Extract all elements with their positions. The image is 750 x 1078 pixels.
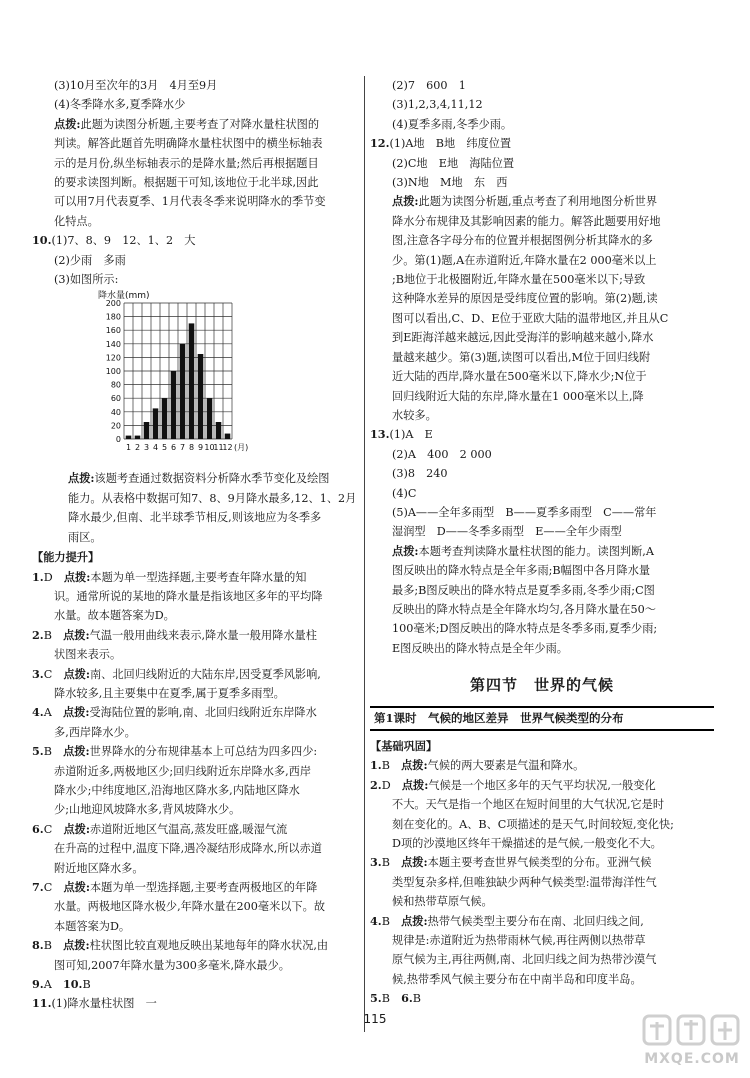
text-line: [370, 484, 714, 503]
answer-text: (3)1,2,3,4,11,12: [392, 98, 483, 112]
text-line: [32, 820, 362, 839]
question-number: 2.: [370, 777, 382, 792]
question-number: 3.: [32, 666, 44, 681]
y-tick-label: 200: [105, 299, 121, 309]
answer-text: A: [43, 706, 63, 720]
hint-label: 点拨:: [68, 471, 95, 486]
answer-text: (2)少雨 多雨: [54, 253, 126, 267]
text-line: [32, 723, 362, 742]
answer-text: (2)7 600 1: [392, 79, 466, 92]
text-line: [370, 348, 714, 367]
answer-text: 图反映出的降水特点是全年多雨;B幅图中各月降水量: [392, 564, 651, 578]
question-number: 3.: [370, 855, 382, 870]
text-line: [32, 626, 362, 645]
text-line: [32, 703, 362, 722]
text-line: [370, 795, 714, 814]
answer-text: 刻在变化的。A、B、C项描述的是天气,时间较短,变化快;: [392, 817, 674, 831]
answer-text: (4)冬季降水多,夏季降水少: [54, 98, 186, 112]
answer-text: 图可知,2007年降水量为300多毫米,降水最少。: [54, 958, 290, 972]
text-line: [32, 897, 362, 916]
line-text: 本题考查判读降水量柱状图的能力。读图判断,A: [418, 544, 654, 558]
answer-text: 湿润型 D——冬季多雨型 E——全年少雨型: [392, 525, 622, 539]
text-line: [32, 936, 362, 955]
text-line: [370, 406, 714, 425]
text-line: [370, 756, 714, 775]
line-text: 气温一般用曲线来表示,降水量一般用降水量柱: [89, 628, 317, 642]
answer-text: 到E距海洋越来越远,因此受海洋的影响越来越小,降水: [392, 331, 654, 345]
line-text: 此题为读图分析题,重点考查了利用地图分析世界: [418, 195, 658, 209]
hint-label: 点拨:: [63, 744, 90, 759]
text-line: [32, 859, 362, 878]
text-line: [32, 134, 362, 153]
section-title: 第四节 世界的气候: [469, 676, 614, 695]
line-text: 气候的两大要素是气温和降水。: [427, 759, 585, 773]
text-line: [32, 528, 362, 547]
line-text: 柱状图比较直观地反映出某地每年的降水状况,由: [89, 939, 329, 953]
answer-text: (3)如图所示:: [54, 273, 119, 287]
answer-text: 水量。故本题答案为D。: [54, 609, 175, 623]
answer-text: 能力。从表格中数据可知7、8、9月降水最多,12、1、2月: [68, 491, 357, 505]
text-line: [32, 917, 362, 936]
answer-text: B: [412, 992, 422, 1006]
question-number: 10.: [62, 977, 83, 992]
answer-text: (1)降水量柱状图 一: [51, 997, 157, 1011]
text-line: [370, 289, 714, 308]
text-line: [370, 154, 714, 173]
watermark-logo-icon: [640, 1010, 744, 1050]
hint-label: 点拨:: [54, 116, 81, 131]
answer-text: 不大。天气是指一个地区在短时间里的大气状况,它是时: [392, 798, 665, 812]
text-line: [370, 834, 714, 853]
answer-text: 近大陆的西岸,降水量在500毫米以下,降水少;N位于: [392, 370, 647, 384]
text-line: [32, 95, 362, 114]
answer-text: D项的沙漠地区终年干燥描述的是气候,一般变化不大。: [392, 837, 662, 851]
text-line: [32, 665, 362, 684]
text-line: [370, 892, 714, 911]
x-tick-label: 11: [213, 443, 224, 453]
question-number: 9.: [32, 977, 44, 992]
question-number: 12.: [370, 136, 390, 151]
text-line: [32, 762, 362, 781]
bar-month-6: [171, 371, 177, 439]
answer-text: C: [43, 822, 64, 836]
column-divider: [364, 76, 365, 1032]
text-line: [370, 853, 714, 872]
answer-text: B: [43, 628, 64, 642]
text-line: [370, 251, 714, 270]
precipitation-chart: [94, 289, 249, 469]
answer-text: 回归线附近大陆的东岸,降水量在1 000毫米以上,降: [392, 389, 644, 403]
answer-text: 降水分布规律及其影响因素的能力。解答此题要用好地: [392, 214, 661, 228]
lesson-banner: 第1课时 气候的地区差异 世界气候类型的分布: [370, 706, 714, 731]
text-line: [32, 684, 362, 703]
answer-text: 降水较多,且主要集中在夏季,属于夏季多雨型。: [54, 686, 285, 700]
x-tick-label: 12: [222, 443, 233, 453]
y-tick-label: 120: [105, 353, 121, 363]
answer-text: ;B地位于北极圈附近,年降水量在500毫米以下;导致: [392, 273, 646, 287]
text-line: [32, 192, 362, 211]
bar-month-12: [225, 434, 231, 439]
hint-label: 点拨:: [63, 821, 90, 836]
text-line: [370, 192, 714, 211]
answer-text: 在升高的过程中,温度下降,遇冷凝结形成降水,所以赤道: [54, 842, 322, 856]
text-line: [370, 464, 714, 483]
answer-text: (4)夏季多雨,冬季少雨。: [392, 117, 513, 131]
answer-text: (3)10月至次年的3月 4月至9月: [54, 79, 218, 92]
answer-text: 候和热带草原气候。: [392, 895, 493, 909]
line-text: 该题考查通过数据资料分析降水季节变化及绘图: [94, 472, 330, 486]
answer-text: 这种降水差异的原因是受纬度位置的影响。第(2)题,读: [392, 292, 658, 306]
x-tick-label: 3: [143, 443, 150, 453]
question-number: 1.: [370, 758, 382, 773]
text-line: [370, 367, 714, 386]
bar-month-4: [153, 409, 159, 440]
x-tick-label: 1: [125, 443, 132, 453]
text-line: [370, 581, 714, 600]
hint-label: 点拨:: [401, 855, 428, 870]
y-tick-label: 60: [110, 394, 121, 404]
hint-label: 点拨:: [401, 777, 429, 792]
right-column: [370, 76, 714, 1009]
text-line: [32, 587, 362, 606]
answer-text: (1)A E: [389, 428, 433, 442]
text-line: [370, 270, 714, 289]
text-line: [32, 606, 362, 625]
answer-text: 类型复杂多样,但唯独缺少两种气候类型:温带海洋性气: [392, 875, 657, 889]
answer-text: 最多;B图反映出的降水特点是夏季多雨,冬季少雨;C图: [392, 583, 655, 597]
answer-text: (1)7、8、9 12、1、2 大: [51, 234, 196, 248]
answer-text: B: [381, 759, 402, 773]
answer-text: 化特点。: [54, 214, 99, 228]
answer-text: 附近地区降水多。: [54, 861, 144, 875]
text-line: [370, 912, 714, 931]
answer-text: B: [43, 745, 64, 759]
bar-month-8: [189, 324, 195, 440]
question-number: 1.: [32, 569, 44, 584]
answer-text: (2)A 400 2 000: [392, 447, 492, 461]
answer-text: 雨区。: [68, 530, 102, 544]
hint-label: 点拨:: [63, 569, 91, 584]
text-line: [370, 931, 714, 950]
text-line: [32, 469, 362, 488]
answer-text: 量越来越少。第(3)题,读图可以看出,M位于回归线附: [392, 350, 651, 364]
line-text: 世界降水的分布规律基本上可总结为四多四少:: [89, 745, 318, 759]
text-line: [32, 975, 362, 994]
hint-label: 点拨:: [392, 194, 419, 209]
left-column: [32, 76, 362, 1014]
line-text: 本题为单一型选择题,主要考查两极地区的年降: [89, 881, 318, 894]
text-line: [370, 542, 714, 561]
line-text: 本题主要考查世界气候类型的分布。亚洲气候: [427, 856, 652, 870]
answer-text: 反映出的降水特点是全年降水均匀,各月降水量在50～: [392, 602, 656, 616]
x-tick-label: 5: [161, 443, 168, 453]
answer-text: 示的是月份,纵坐标轴表示的是降水量;然后再根据题目: [54, 156, 319, 170]
text-line: [370, 970, 714, 989]
answer-text: D: [381, 778, 402, 792]
answer-text: 降水最少,但南、北半球季节相反,则该地应为冬季多: [68, 511, 322, 525]
text-line: [32, 251, 362, 270]
y-axis-label: 降水量(mm): [98, 291, 150, 302]
text-line: [370, 815, 714, 834]
text-line: [370, 600, 714, 619]
text-line: [370, 387, 714, 406]
line-text: 气候是一个地区多年的天气平均状况,一般变化: [428, 778, 656, 792]
x-tick-label: 2: [134, 443, 141, 453]
text-line: [32, 231, 362, 250]
text-line: [370, 425, 714, 444]
answer-text: 少;山地迎风坡降水多,背风坡降水少。: [54, 803, 241, 817]
text-line: [32, 839, 362, 858]
bar-month-11: [216, 422, 222, 439]
text-line: [370, 561, 714, 580]
answer-text: D: [43, 570, 64, 584]
text-line: [370, 503, 714, 522]
y-tick-label: 140: [105, 340, 121, 350]
answer-text: 图,注意各字母分布的位置并根据图例分析其降水的多: [392, 234, 653, 248]
answer-text: (3)8 240: [392, 467, 448, 481]
precipitation-chart-svg: [94, 289, 249, 469]
text-line: [370, 134, 714, 153]
text-line: [370, 619, 714, 638]
watermark-text: MXQE.COM: [644, 1051, 740, 1067]
question-number: 8.: [32, 938, 44, 953]
text-line: [32, 270, 362, 289]
answer-text: B: [82, 978, 91, 992]
question-number: 5.: [32, 744, 44, 759]
question-number: 4.: [32, 705, 44, 720]
hint-label: 点拨:: [62, 705, 90, 720]
answer-text: C: [43, 881, 64, 894]
hint-label: 点拨:: [63, 666, 90, 681]
text-line: [370, 173, 714, 192]
text-line: [370, 328, 714, 347]
answer-text: (5)A——全年多雨型 B——夏季多雨型 C——常年: [392, 505, 657, 519]
x-tick-label: 4: [152, 443, 159, 453]
text-line: [370, 445, 714, 464]
answer-text: (1)A地 B地 纬度位置: [389, 137, 512, 151]
y-tick-label: 0: [115, 435, 121, 445]
bar-month-9: [198, 354, 204, 439]
answer-text: 图可以看出,C、D、E位于亚欧大陆的温带地区,并且从C: [392, 311, 669, 325]
text-line: [370, 212, 714, 231]
bar-month-5: [162, 399, 168, 440]
line-text: 热带气候类型主要分布在南、北回归线之间,: [427, 914, 644, 928]
text-line: [32, 115, 362, 134]
text-line: [370, 989, 714, 1008]
text-line: [370, 776, 714, 795]
x-axis-label: (月): [234, 443, 249, 453]
text-line: [32, 800, 362, 819]
line-text: 此题为读图分析题,主要考查了对降水量柱状图的: [80, 117, 320, 131]
text-line: [370, 522, 714, 541]
text-line: [32, 742, 362, 761]
hint-label: 点拨:: [63, 880, 90, 894]
text-line: [370, 873, 714, 892]
answer-text: B: [381, 856, 402, 870]
text-line: [370, 950, 714, 969]
y-tick-label: 160: [105, 326, 121, 336]
x-tick-label: 10: [204, 443, 215, 453]
bar-month-3: [144, 422, 150, 439]
question-number: 6.: [32, 821, 44, 836]
line-text: 本题为单一型选择题,主要考查年降水量的知: [90, 570, 307, 584]
answer-text: B: [43, 939, 64, 953]
answer-text: 本题答案为D。: [54, 919, 131, 933]
answer-text: E图反映出的降水特点是全年少雨。: [392, 641, 568, 655]
text-line: [32, 878, 362, 897]
answer-text: 规律是:赤道附近为热带雨林气候,再往两侧以热带草: [392, 934, 646, 948]
question-number: 2.: [32, 627, 44, 642]
bar-month-2: [135, 436, 141, 439]
question-number: 11.: [32, 996, 52, 1011]
answer-text: (3)N地 M地 东 西: [392, 176, 508, 190]
bar-month-1: [126, 436, 132, 439]
line-text: 赤道附近地区气温高,蒸发旺盛,暖湿气流: [89, 822, 288, 836]
answer-text: 水量。两极地区降水极少,年降水量在200毫米以下。故: [54, 900, 326, 914]
y-tick-label: 40: [110, 408, 121, 418]
answer-text: 判读。解答此题首先明确降水量柱状图中的横坐标轴表: [54, 137, 323, 151]
line-text: 受海陆位置的影响,南、北回归线附近东岸降水: [89, 706, 317, 720]
question-number: 6.: [401, 991, 413, 1006]
answer-text: 多,西岸降水少。: [54, 725, 136, 739]
text-line: [32, 781, 362, 800]
sub-heading: 【能力提升】: [32, 550, 100, 565]
text-line: [32, 173, 362, 192]
text-line: [32, 212, 362, 231]
text-line: [370, 115, 714, 134]
y-tick-label: 180: [105, 313, 121, 323]
text-line: [32, 489, 362, 508]
answer-text: 的要求读图判断。根据题干可知,该地位于北半球,因此: [54, 176, 319, 190]
question-number: 5.: [370, 991, 382, 1006]
y-tick-label: 20: [110, 421, 121, 431]
answer-text: 状图来表示。: [54, 648, 122, 662]
answer-text: 候,热带季风气候主要分布在中南半岛和印度半岛。: [392, 972, 642, 986]
text-line: [32, 645, 362, 664]
answer-text: (2)C地 E地 海陆位置: [392, 156, 515, 170]
text-line: [370, 76, 714, 95]
x-tick-label: 8: [188, 443, 195, 453]
x-tick-label: 9: [197, 443, 204, 453]
text-line: [370, 95, 714, 114]
watermark: [640, 1010, 744, 1070]
text-line: [32, 508, 362, 527]
question-number: 13.: [370, 427, 390, 442]
answer-text: 识。通常所说的某地的降水量是指该地区多年的平均降: [54, 589, 323, 603]
answer-text: C: [43, 667, 64, 681]
text-line: [32, 956, 362, 975]
page-number: 115: [363, 1012, 387, 1026]
answer-text: 少。第(1)题,A在赤道附近,年降水量在2 000毫米以上: [392, 253, 657, 267]
answer-text: 100毫米;D图反映出的降水特点是冬季多雨,夏季少雨;: [392, 622, 658, 636]
hint-label: 点拨:: [401, 913, 428, 928]
text-line: [370, 231, 714, 250]
bar-month-7: [180, 344, 186, 439]
x-tick-label: 7: [179, 443, 186, 453]
y-tick-label: 80: [110, 381, 121, 391]
line-text: 南、北回归线附近的大陆东岸,因受夏季风影响,: [89, 667, 321, 681]
text-line: [32, 568, 362, 587]
question-number: 7.: [32, 880, 44, 894]
sub-heading: 【基础巩固】: [370, 739, 438, 753]
answer-text: 原气候为主,再往两侧,南、北回归线之间为热带沙漠气: [392, 953, 657, 967]
hint-label: 点拨:: [63, 627, 90, 642]
x-tick-label: 6: [170, 443, 177, 453]
question-number: 10.: [32, 233, 52, 248]
question-number: 4.: [370, 913, 382, 928]
hint-label: 点拨:: [63, 938, 90, 953]
answer-text: B: [381, 914, 402, 928]
answer-text: 赤道附近多,两极地区少;回归线附近东岸降水多,西岸: [54, 764, 312, 778]
y-tick-label: 100: [105, 367, 121, 377]
text-line: [32, 76, 362, 95]
text-line: [32, 154, 362, 173]
answer-text: 可以用7月代表夏季、1月代表冬季来说明降水的季节变: [54, 195, 326, 209]
bar-month-10: [207, 399, 213, 440]
text-line: [370, 309, 714, 328]
answer-text: (4)C: [392, 486, 417, 500]
text-line: [370, 639, 714, 658]
hint-label: 点拨:: [401, 758, 428, 773]
hint-label: 点拨:: [392, 543, 419, 558]
answer-text: 水较多。: [392, 408, 437, 422]
answer-text: A: [43, 978, 63, 992]
answer-text: 降水少;中纬度地区,沿海地区降水多,内陆地区降水: [54, 783, 300, 797]
answer-text: B: [381, 992, 402, 1006]
